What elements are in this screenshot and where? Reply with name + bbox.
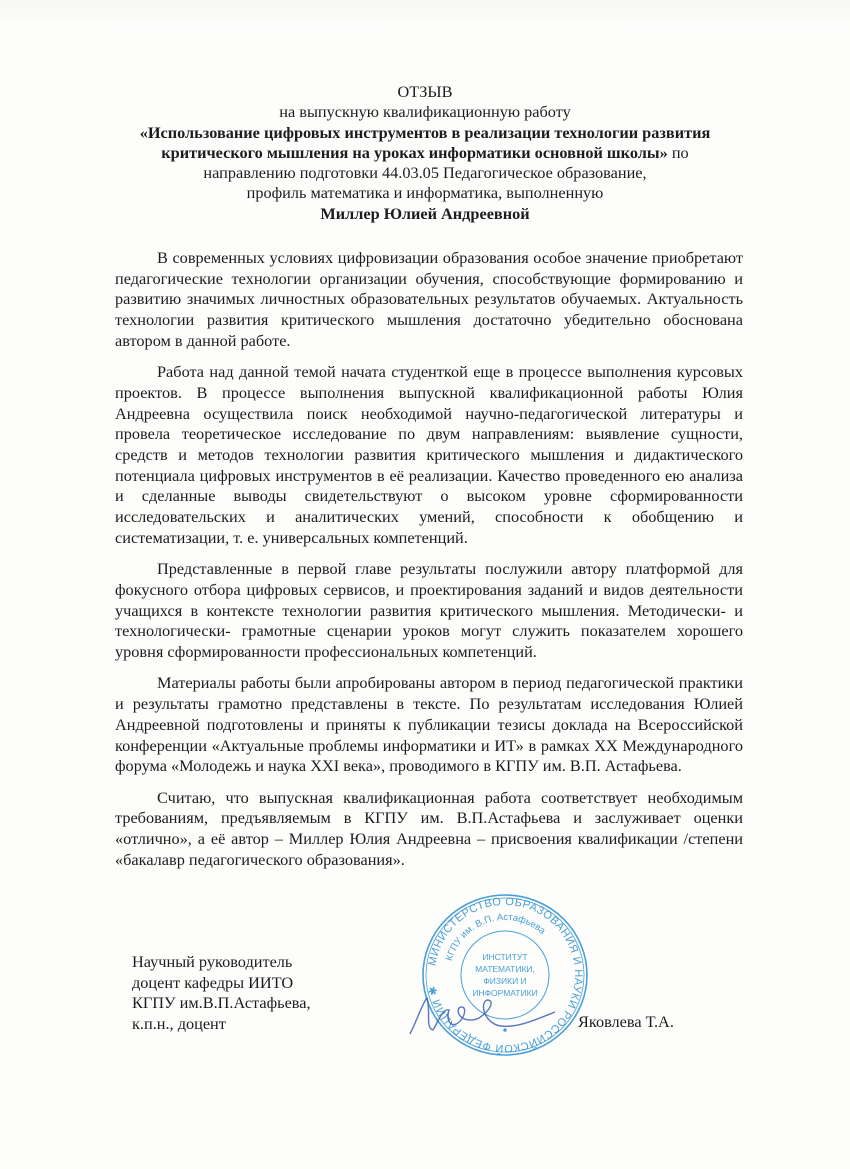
svg-text:ИНФОРМАТИКИ: ИНФОРМАТИКИ: [472, 988, 538, 998]
author-name: Миллер Юлией Андреевной: [320, 203, 530, 223]
profile-line: профиль математика и информатика, выполненную: [246, 183, 604, 203]
document-subtitle: на выпускную квалификационную работу: [279, 102, 571, 122]
svg-text:МАТЕМАТИКИ,: МАТЕМАТИКИ,: [475, 964, 535, 974]
svg-text:ФИЗИКИ И: ФИЗИКИ И: [483, 976, 527, 986]
document-title: ОТЗЫВ: [397, 82, 453, 101]
signer-name: Яковлева Т.А.: [578, 1012, 674, 1031]
work-title-line1: «Использование цифровых инструментов в реализации технологии развития: [139, 122, 711, 142]
svg-text:МИНИСТЕРСТВО ОБРАЗОВАНИЯ И НАУ: МИНИСТЕРСТВО ОБРАЗОВАНИЯ И НАУКИ РОССИЙСКОЙ ФЕДЕРАЦИИ ✱: [426, 895, 585, 1055]
supervisor-role-line4: к.п.н., доцент: [132, 1013, 226, 1033]
svg-text:КГПУ им. В.П. Астафьева: КГПУ им. В.П. Астафьева: [444, 911, 548, 963]
scan-edge: [0, 0, 850, 30]
supervisor-role-line3: КГПУ им.В.П.Астафьева,: [132, 993, 311, 1012]
paragraph-relevance: В современных условиях цифровизации образования особое значение приобретают педагогические технологии организации обучения, способствующие формированию и развитию значимых личностных образовательных результатов обучаемых. Актуальность технологии развития критического мышления достаточно убедительно обоснована автором в данной работе.: [115, 248, 743, 350]
paragraph-conclusion: Считаю, что выпускная квалификационная работа соответствует необходимым требованиям, предъявляемым в КГПУ им. В.П.Астафьева и заслуживает оценки «отлично», а её автор – Миллер Юлия Андреевна – присвоения квалификации /степени «бакалавр педагогического образования».: [115, 787, 743, 869]
svg-text:ИНСТИТУТ: ИНСТИТУТ: [482, 952, 528, 962]
handwritten-signature-icon: [405, 990, 575, 1040]
supervisor-block: [132, 952, 311, 1034]
supervisor-role-line1: Научный руководитель: [132, 952, 293, 971]
paragraph-research: Работа над данной темой начата студенткой еще в процессе выполнения курсовых проектов. В процессе выполнения выпускной квалификационной работы Юлия Андреевна осуществила поиск необходимой научно-педагогической литературы и провела теоретическое исследование по двум направлениям: выявление сущности, средств и методов технологии развития критического мышления и дидактического потенциала цифровых инструментов в её реализации. Качество проведенного ею анализа и сделанные выводы свидетельствуют о высоком уровне сформированности исследовательских и аналитических умений, способности к обобщению и систематизации, т. е. универсальных компетенций.: [115, 362, 743, 547]
document-body: [115, 248, 743, 881]
paragraph-approbation: Материалы работы были апробированы автором в период педагогической практики и результаты грамотно представлены в тексте. По результатам исследования Юлией Андреевной подготовлены и приняты к публикации тезисы доклада на Всероссийской конференции «Актуальные проблемы информатики и ИТ» в рамках XX Международного форума «Молодежь и наука XXI века», проводимого в КГПУ им. В.П. Астафьева.: [115, 673, 743, 776]
paragraph-results: Представленные в первой главе результаты послужили автору платформой для фокусного отбора цифровых сервисов, и проектирования заданий и видов деятельности учащихся в контексте технологии развития критического мышления. Методически- и технологически- грамотные сценарии уроков могут служить показателем хорошего уровня сформированности профессиональных компетенций.: [115, 559, 743, 662]
document-header: [100, 82, 750, 224]
work-title-line2-bold: критического мышления на уроках информатики основной школы»: [161, 142, 668, 162]
work-title-line2: [100, 143, 750, 163]
direction-line: направлению подготовки 44.03.05 Педагогическое образование,: [203, 163, 647, 183]
work-title-line2-tail: по: [667, 142, 689, 162]
supervisor-role-line2: доцент кафедры ИИТО: [132, 972, 294, 992]
